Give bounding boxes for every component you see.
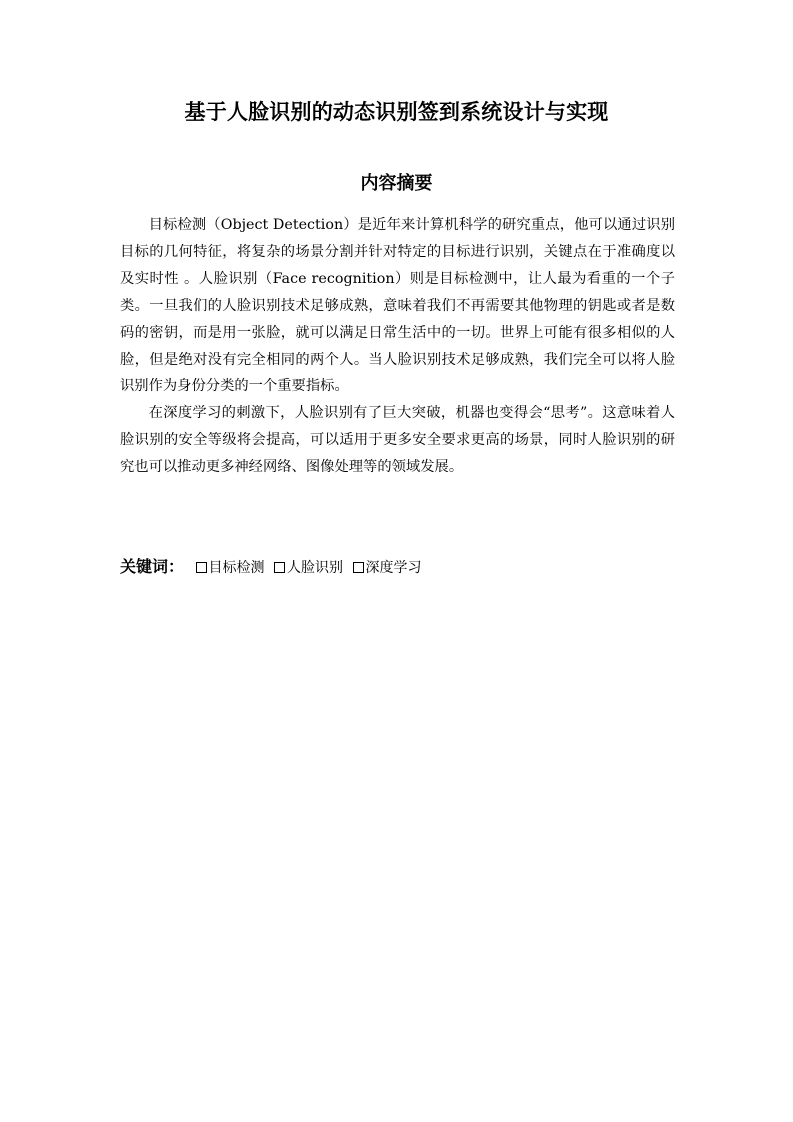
abstract-heading: 内容摘要 bbox=[360, 173, 433, 194]
keyword-item bbox=[353, 560, 422, 576]
keyword-item bbox=[274, 560, 343, 576]
abstract-paragraph: 在深度学习的刺激下，人脸识别有了巨大突破，机器也变得会“思考”。这意味着人脸识别的安全等级将会提高，可以适用于更多安全要求更高的场景，同时人脸识别的研究也可以推动更多神经网络、图像处理等的领域发展。 bbox=[120, 405, 675, 476]
keyword-text: 深度学习 bbox=[365, 560, 422, 576]
checkbox-icon bbox=[274, 562, 285, 573]
checkbox-icon bbox=[196, 562, 207, 573]
keyword-text: 目标检测 bbox=[208, 560, 265, 576]
paper-title: 基于人脸识别的动态识别签到系统设计与实现 bbox=[184, 100, 609, 124]
keyword-text: 人脸识别 bbox=[287, 560, 344, 576]
keyword-item bbox=[196, 560, 265, 576]
abstract-paragraph: 目标检测（Object Detection）是近年来计算机科学的研究重点，他可以通过识别目标的几何特征，将复杂的场景分割并针对特定的目标进行识别，关键点在于准确度以及实时性 。人脸识别（Face recognition）则是目标检测中，让人最为看重的一个子类。一旦我们的人脸识别技术足够成熟，意味着我们不再需要其他物理的钥匙或者是数码的密钥，而是用一张脸，就可以满足日常生活中的一切。世界上可能有很多相似的人脸，但是绝对没有完全相同的两个人。当人脸识别技术足够成熟，我们完全可以将人脸识别作为身份分类的一个重要指标。 bbox=[120, 217, 675, 395]
keywords-label: 关键词： bbox=[120, 557, 185, 576]
checkbox-icon bbox=[353, 562, 364, 573]
keywords-line bbox=[120, 555, 428, 581]
abstract-body bbox=[120, 212, 675, 481]
